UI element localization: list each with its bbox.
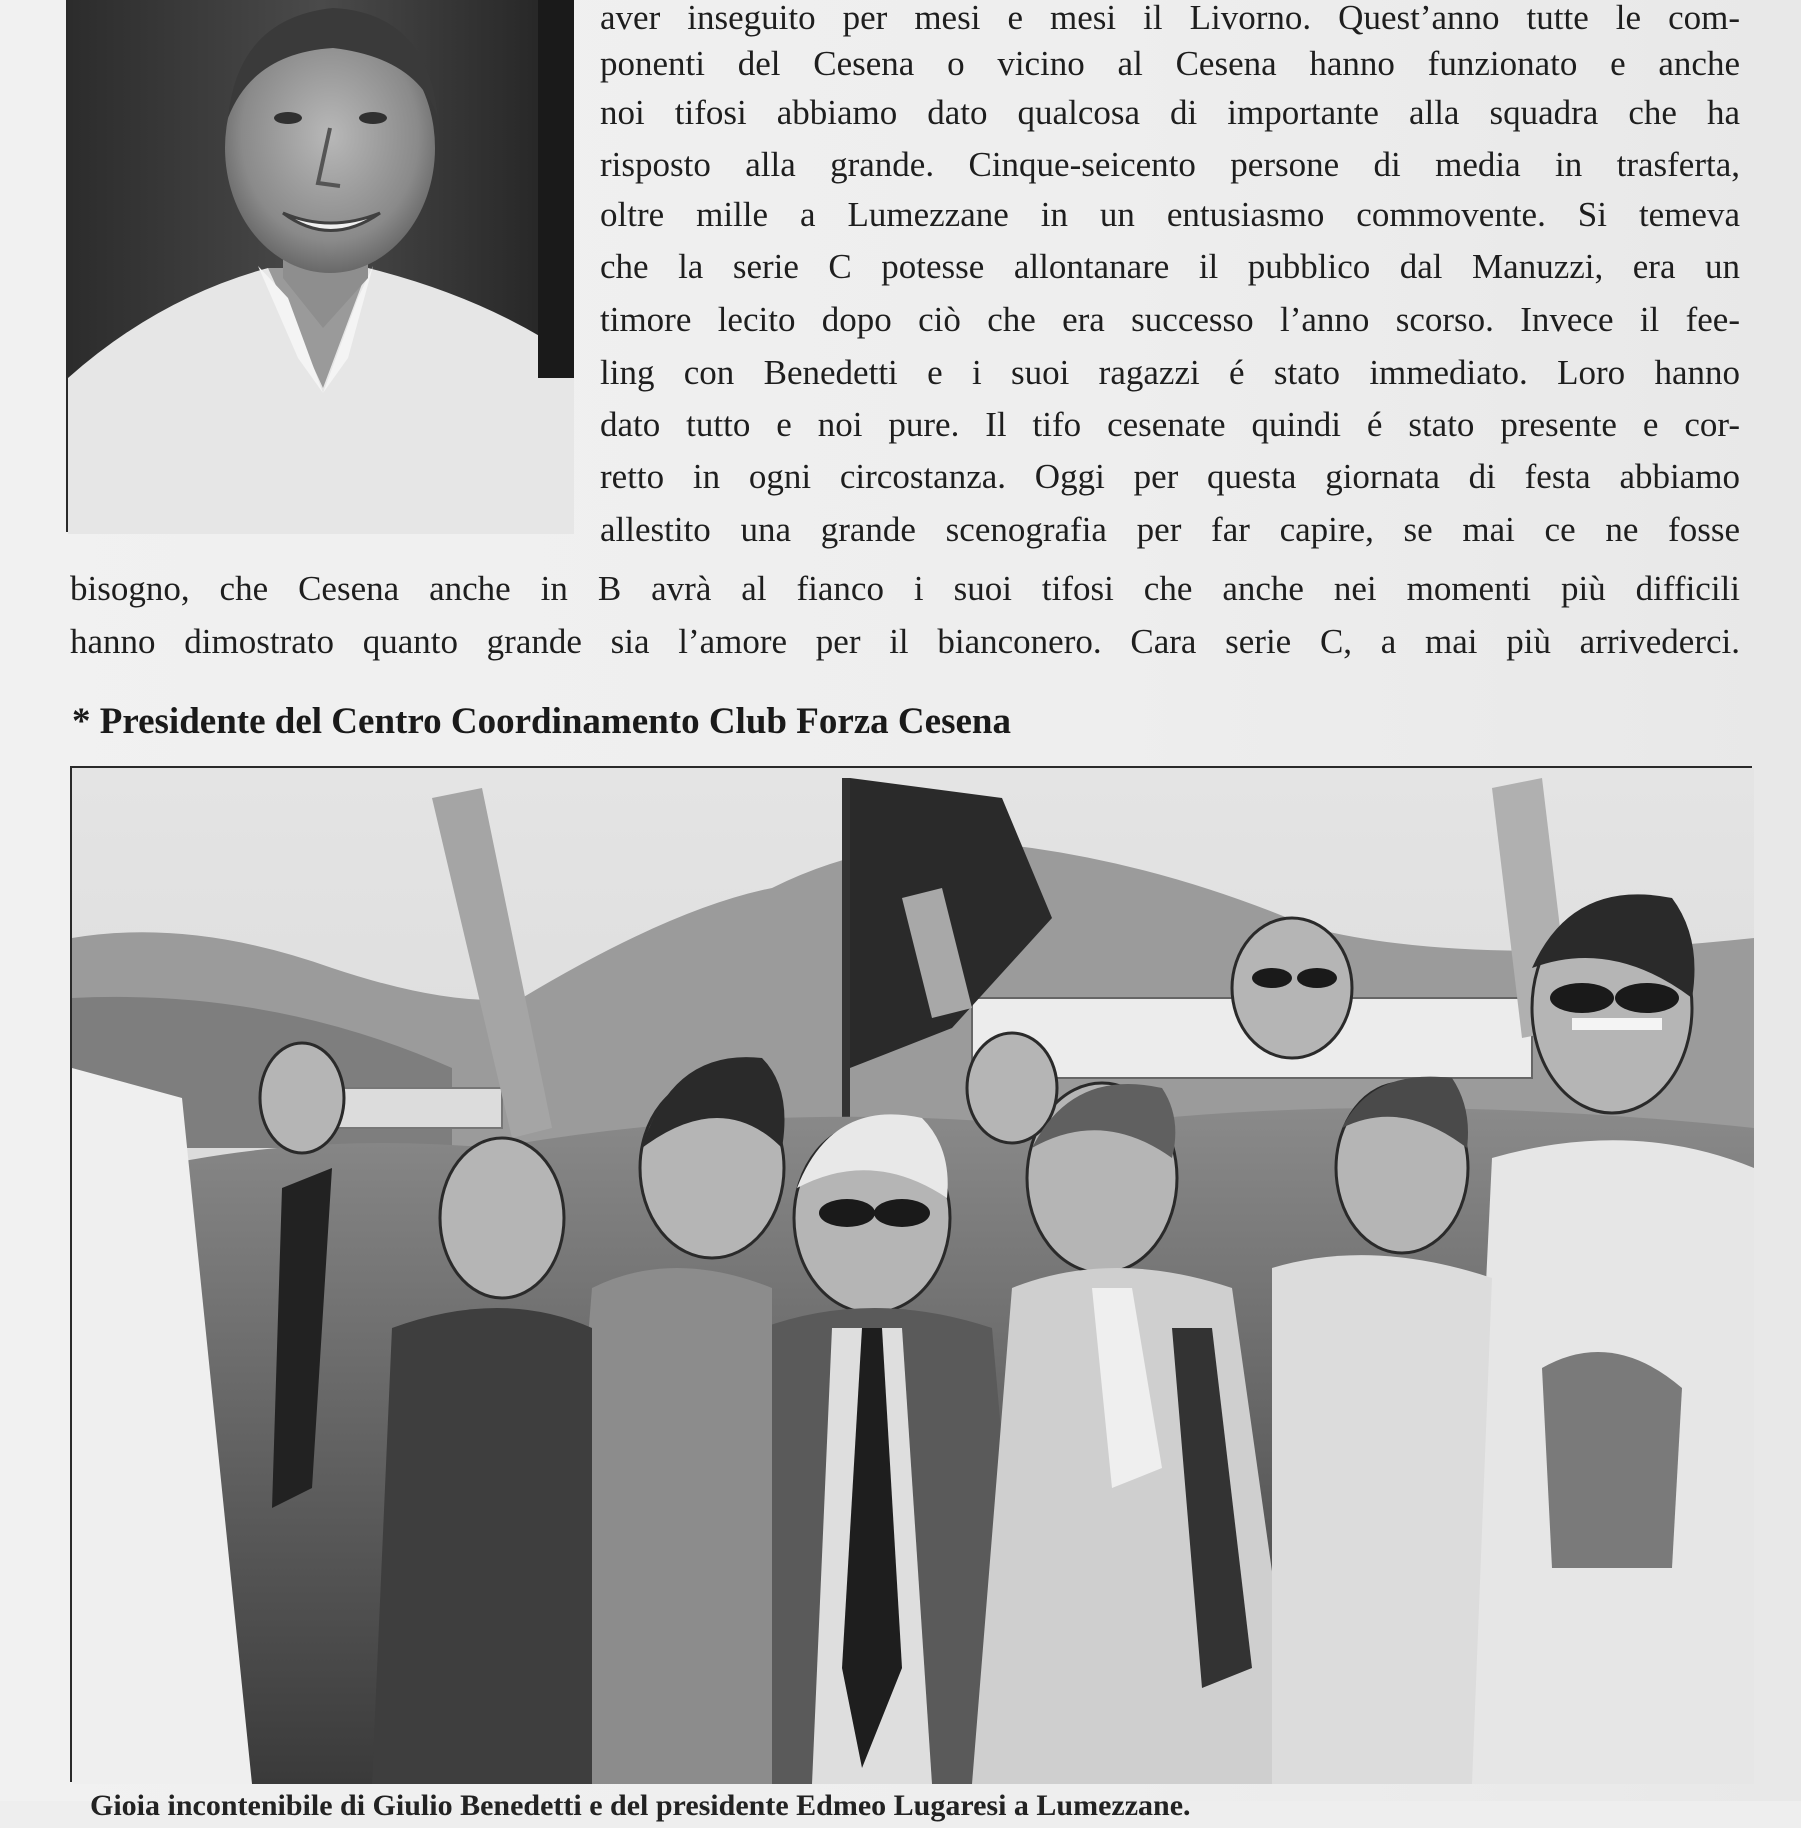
photo-caption: Gioia incontenibile di Giulio Benedetti e del presidente Edmeo Lugaresi a Lumezzane. — [90, 1789, 1191, 1822]
text-line: bisogno, che Cesena anche in B avrà al fianco i suoi tifosi che anche nei momenti più difficili — [70, 569, 1740, 608]
crowd-photo — [70, 766, 1752, 1782]
text-line: aver inseguito per mesi e mesi il Livorno. Quest’anno tutte le com- — [600, 0, 1740, 37]
text-line: noi tifosi abbiamo dato qualcosa di importante alla squadra che ha — [600, 93, 1740, 132]
text-line: ling con Benedetti e i suoi ragazzi é stato immediato. Loro hanno — [600, 353, 1740, 392]
author-note: * Presidente del Centro Coordinamento Club Forza Cesena — [72, 701, 1011, 742]
text-line: ponenti del Cesena o vicino al Cesena hanno funzionato e anche — [600, 44, 1740, 83]
text-line: che la serie C potesse allontanare il pubblico dal Manuzzi, era un — [600, 247, 1740, 286]
text-line: retto in ogni circostanza. Oggi per questa giornata di festa abbiamo — [600, 457, 1740, 496]
text-line: dato tutto e noi pure. Il tifo cesenate quindi é stato presente e cor- — [600, 405, 1740, 444]
text-line: risposto alla grande. Cinque-seicento persone di media in trasferta, — [600, 145, 1740, 184]
text-line: oltre mille a Lumezzane in un entusiasmo commovente. Si temeva — [600, 195, 1740, 234]
text-line: hanno dimostrato quanto grande sia l’amore per il bianconero. Cara serie C, a mai più arrivederci. — [70, 622, 1740, 661]
text-line: allestito una grande scenografia per far capire, se mai ce ne fosse — [600, 510, 1740, 549]
portrait-photo — [66, 0, 572, 532]
text-line: timore lecito dopo ciò che era successo l’anno scorso. Invece il fee- — [600, 300, 1740, 339]
